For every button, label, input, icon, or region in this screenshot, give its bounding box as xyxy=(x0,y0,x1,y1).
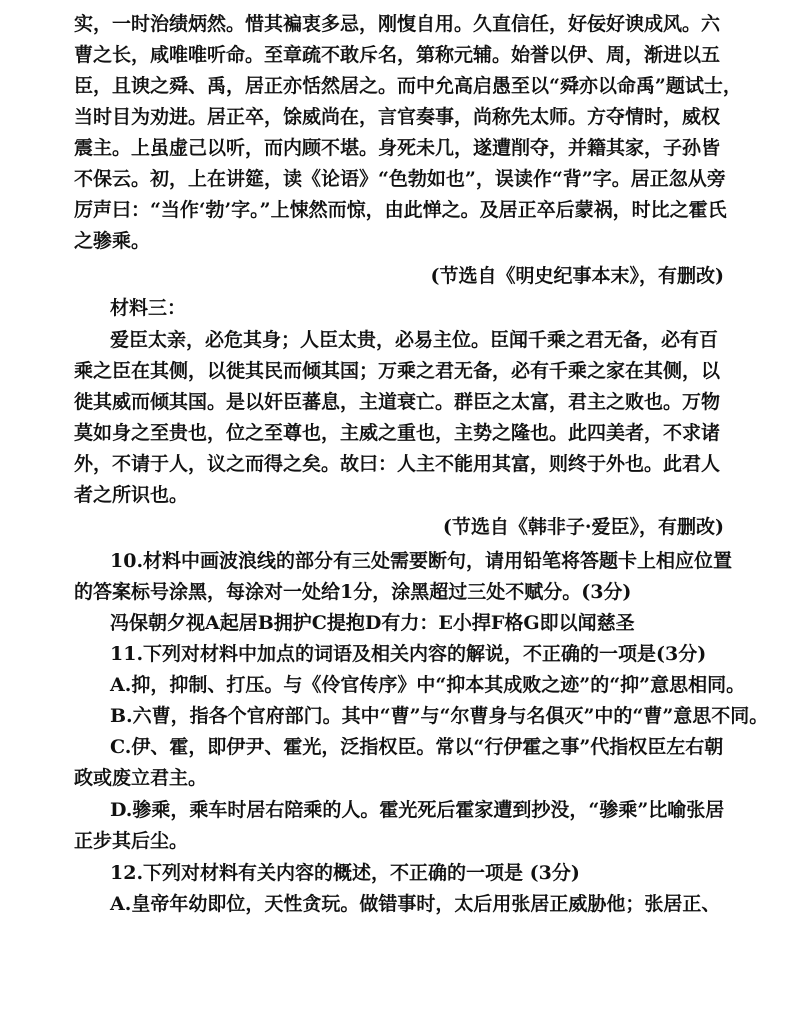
question-11-option-a: A.抑，抑制、打压。与《伶官传序》中“抑本其成败之迹”的“抑”意思相同。 xyxy=(110,674,746,696)
text-line: 厉声曰：“当作‘勃’字。”上悚然而惊，由此惮之。及居正卒后蒙祸，时比之霍氏 xyxy=(74,199,727,221)
text-line: 外，不请于人，议之而得之矣。故曰：人主不能用其富，则终于外也。此君人 xyxy=(74,453,721,475)
question-11-stem: 11.下列对材料中加点的词语及相关内容的解说，不正确的一项是(3分) xyxy=(110,643,707,665)
text-line: 莫如身之至贵也，位之至尊也，主威之重也，主势之隆也。此四美者，不求诸 xyxy=(74,422,721,444)
text-line: 爱臣太亲，必危其身；人臣太贵，必易主位。臣闻千乘之君无备，必有百 xyxy=(110,329,719,351)
text-line: 曹之长，咸唯唯听命。至章疏不敢斥名，第称元辅。始誉以伊、周，渐进以五 xyxy=(74,44,721,66)
question-12-stem: 12.下列对材料有关内容的概述，不正确的一项是 (3分) xyxy=(110,862,580,884)
question-10-stem: 的答案标号涂黑，每涂对一处给1分，涂黑超过三处不赋分。(3分) xyxy=(74,581,632,603)
section-heading: 材料三： xyxy=(110,297,187,319)
text-line: 臣，且谀之舜、禹，居正亦恬然居之。而中允高启愚至以“舜亦以命禹”题试士， xyxy=(74,75,742,97)
text-line: 乘之臣在其侧，以徙其民而倾其国；万乘之君无备，必有千乘之家在其侧，以 xyxy=(74,360,721,382)
question-11-option-b: B.六曹，指各个官府部门。其中“曹”与“尔曹身与名俱灭”中的“曹”意思不同。 xyxy=(110,705,769,727)
text-line: 之骖乘。 xyxy=(74,230,151,252)
question-11-option-d: 正步其后尘。 xyxy=(74,830,189,852)
text-line: 徙其威而倾其国。是以奸臣蕃息，主道衰亡。群臣之太富，君主之败也。万物 xyxy=(74,391,721,413)
source-citation: (节选自《明史纪事本末》，有删改) xyxy=(430,265,724,287)
question-11-option-d: D.骖乘，乘车时居右陪乘的人。霍光死后霍家遭到抄没，“骖乘”比喻张居 xyxy=(110,799,725,821)
text-line: 者之所识也。 xyxy=(74,484,189,506)
source-citation: (节选自《韩非子·爱臣》，有删改) xyxy=(442,516,724,538)
question-11-option-c: C.伊、霍，即伊尹、霍光，泛指权臣。常以“行伊霍之事”代指权臣左右朝 xyxy=(110,736,724,758)
text-line: 震主。上虽虚己以听，而内顾不堪。身死未几，遂遭削夺，并籍其家，子孙皆 xyxy=(74,137,721,159)
question-10-options: 冯保朝夕视A起居B拥护C提抱D有力：E小捍F格G即以闻慈圣 xyxy=(110,612,635,634)
text-line: 不保云。初，上在讲筵，读《论语》“色勃如也”，误读作“背”字。居正忽从旁 xyxy=(74,168,726,190)
question-12-option-a: A.皇帝年幼即位，天性贪玩。做错事时，太后用张居正威胁他；张居正、 xyxy=(110,893,721,915)
question-10-stem: 10.材料中画波浪线的部分有三处需要断句，请用铅笔将答题卡上相应位置 xyxy=(110,550,733,572)
question-11-option-c: 政或废立君主。 xyxy=(74,767,208,789)
text-line: 当时目为劝进。居正卒，馀威尚在，言官奏事，尚称先太师。方夺情时，威权 xyxy=(74,106,721,128)
text-line: 实，一时治绩炳然。惜其褊衷多忌，刚愎自用。久直信任，好佞好谀成风。六 xyxy=(74,13,721,35)
